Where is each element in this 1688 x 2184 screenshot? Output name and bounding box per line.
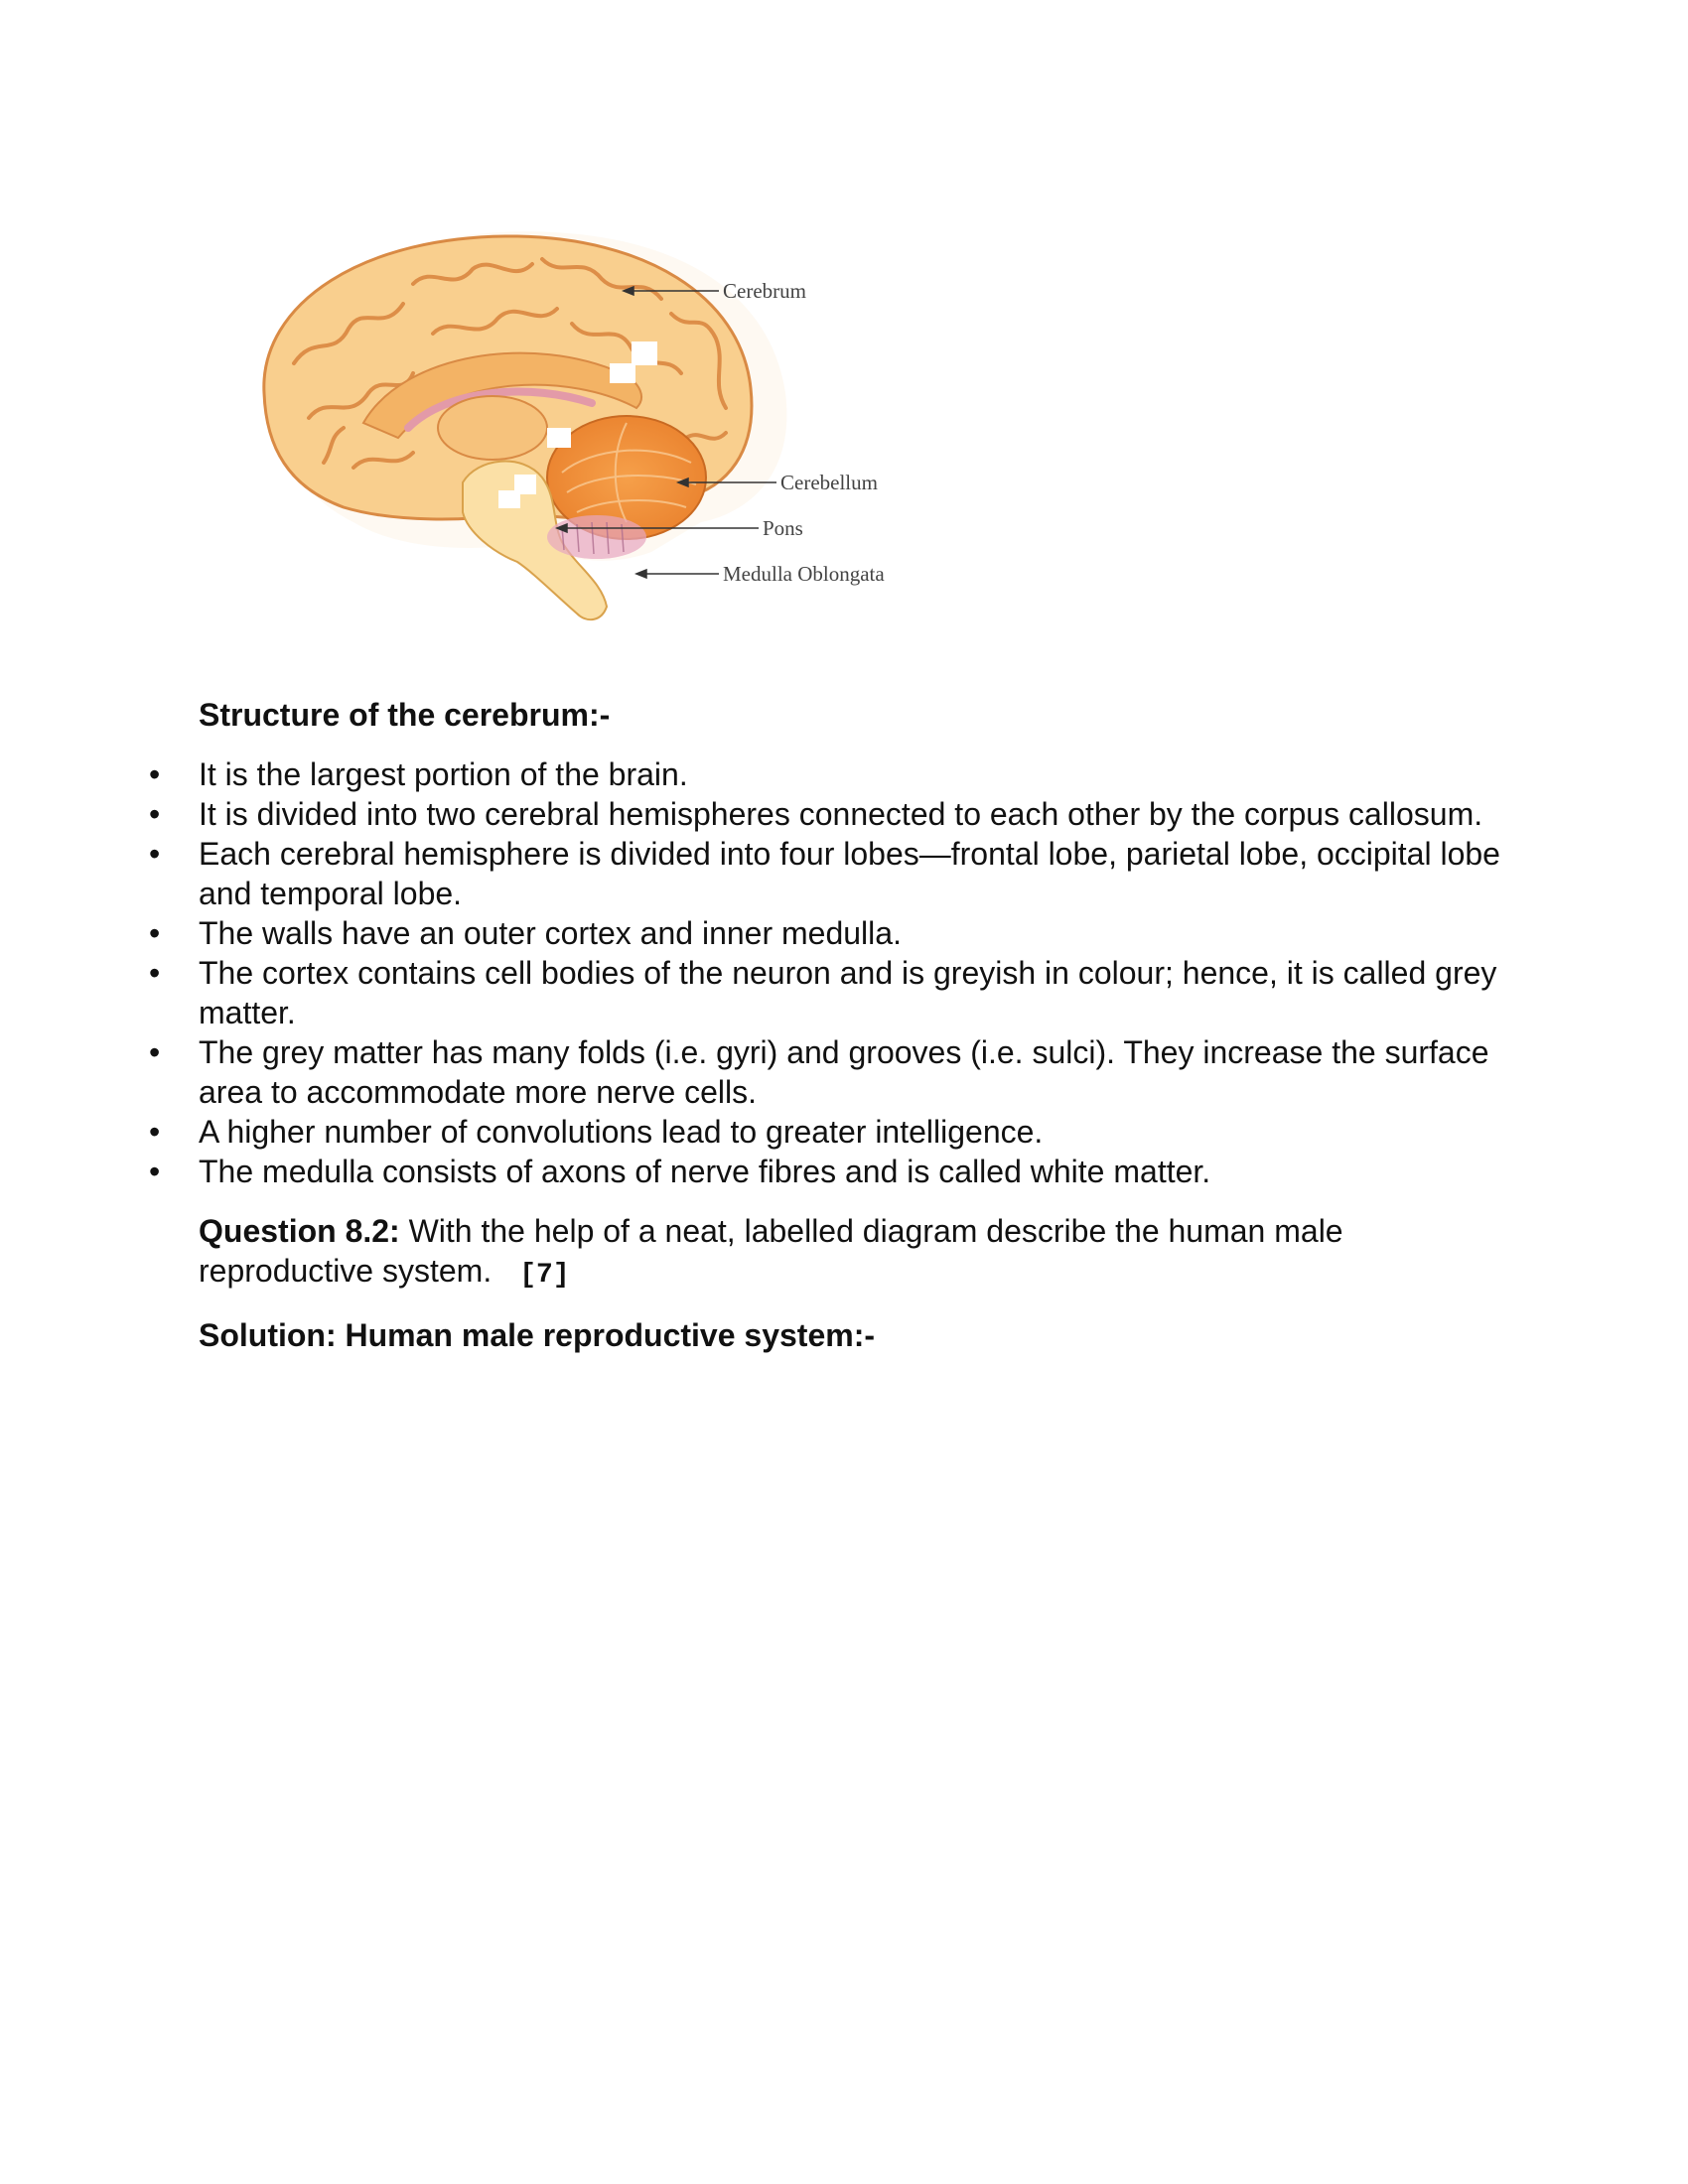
list-item: • A higher number of convolutions lead to greater intelligence.: [199, 1112, 1509, 1152]
label-pons: Pons: [763, 516, 803, 540]
label-medulla-oblongata: Medulla Oblongata: [723, 562, 885, 586]
list-item: • It is the largest portion of the brain.: [199, 754, 1509, 794]
document-body: [199, 695, 1509, 1355]
solution-heading: Solution: Human male reproductive system:-: [199, 1317, 876, 1353]
brain-illustration: [234, 224, 929, 641]
bullet-list: [199, 754, 1509, 1191]
brain-diagram: [234, 224, 929, 641]
question-marks: [7]: [519, 1260, 570, 1291]
list-item: • It is divided into two cerebral hemispheres connected to each other by the corpus callosum.: [199, 794, 1509, 834]
question-text: With the help of a neat, labelled diagram describe the human male reproductive system.: [199, 1213, 1343, 1289]
question-label: Question 8.2:: [199, 1213, 400, 1249]
section-heading: Structure of the cerebrum:-: [199, 697, 611, 733]
list-item: • The medulla consists of axons of nerve fibres and is called white matter.: [199, 1152, 1509, 1191]
list-item: • The cortex contains cell bodies of the neuron and is greyish in colour; hence, it is called grey matter.: [199, 953, 1509, 1032]
question-block: [199, 1211, 1509, 1296]
label-cerebellum: Cerebellum: [780, 471, 878, 494]
list-item: • The walls have an outer cortex and inner medulla.: [199, 913, 1509, 953]
label-cerebrum: Cerebrum: [723, 279, 806, 303]
list-item: • The grey matter has many folds (i.e. gyri) and grooves (i.e. sulci). They increase the surface area to accommodate more nerve cells.: [199, 1032, 1509, 1112]
list-item: • Each cerebral hemisphere is divided into four lobes—frontal lobe, parietal lobe, occipital lobe and temporal lobe.: [199, 834, 1509, 913]
